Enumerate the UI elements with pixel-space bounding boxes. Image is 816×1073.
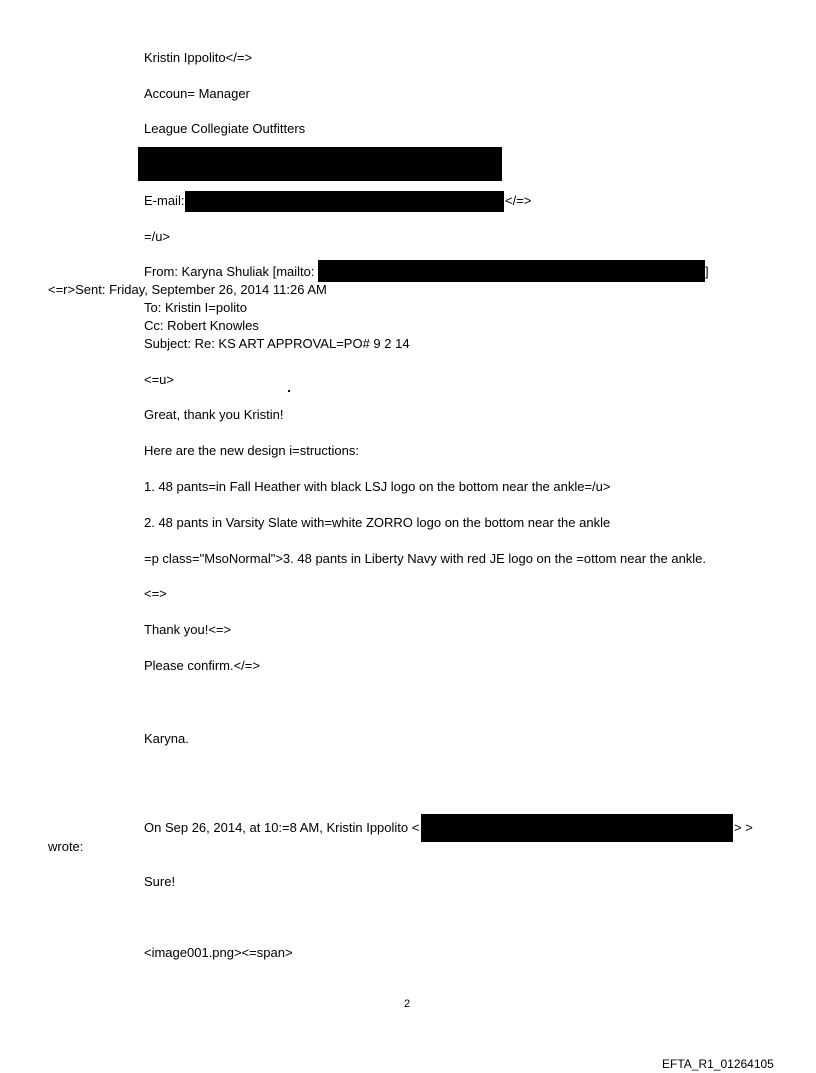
to-line: To: Kristin I=polito <box>144 300 247 315</box>
page-number: 2 <box>404 998 411 1010</box>
list-item: =p class="MsoNormal">3. 48 pants in Liberty Navy with red JE logo on the =ottom near the ankle. <box>144 551 707 566</box>
redaction-block <box>421 814 733 842</box>
document-id: EFTA_R1_01264105 <box>662 1057 774 1071</box>
signature-email-suffix: </=> <box>505 193 532 208</box>
image-reference: <image001.png><=span> <box>144 945 293 960</box>
thanks-line: Thank you!<=> <box>144 622 232 637</box>
intro-line: Here are the new design i=structions: <box>144 443 359 458</box>
redaction-block <box>318 260 705 282</box>
quoted-header-end: > > <box>734 820 753 835</box>
signature-title: Accoun= Manager <box>144 86 250 101</box>
cc-line: Cc: Robert Knowles <box>144 318 259 333</box>
signature-email-label: E-mail: <box>144 193 185 208</box>
confirm-line: Please confirm.</=> <box>144 658 260 673</box>
body-tag: <=u> <box>144 372 175 387</box>
quoted-reply: Sure! <box>144 874 176 889</box>
from-line-end: ] <box>705 264 709 279</box>
sign-off: Karyna. <box>144 731 189 746</box>
list-item: 1. 48 pants=in Fall Heather with black LSJ logo on the bottom near the ankle=/u> <box>144 479 611 494</box>
sent-line: <=r>Sent: Friday, September 26, 2014 11:26 AM <box>48 282 327 297</box>
signature-name: Kristin Ippolito</=> <box>144 50 253 65</box>
underline-tag: =/u> <box>144 229 171 244</box>
redaction-block <box>138 147 502 181</box>
signature-company: League Collegiate Outfitters <box>144 121 306 136</box>
wrote-label: wrote: <box>48 839 84 854</box>
list-item: 2. 48 pants in Varsity Slate with=white ZORRO logo on the bottom near the ankle <box>144 515 611 530</box>
greeting: Great, thank you Kristin! <box>144 407 284 422</box>
from-line: From: Karyna Shuliak [mailto: <box>144 264 315 279</box>
stray-dot <box>288 390 290 392</box>
body-tag: <=> <box>144 586 167 601</box>
subject-line: Subject: Re: KS ART APPROVAL=PO# 9 2 14 <box>144 336 410 351</box>
redaction-block <box>185 191 504 212</box>
quoted-header: On Sep 26, 2014, at 10:=8 AM, Kristin Ippolito < <box>144 820 420 835</box>
